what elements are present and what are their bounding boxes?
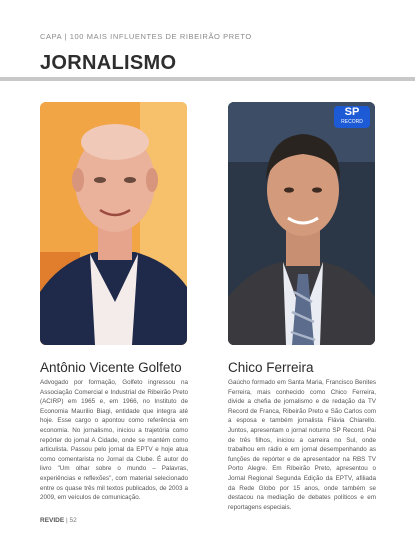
page-title: JORNALISMO (40, 52, 177, 74)
title-rule (0, 77, 415, 81)
profile-bio-golfeto: Advogado por formação, Golfeto ingressou na Associação Comercial e Industrial de Ribeirão Preto (ACIRP) em 1965 e, em 1966, no Instituto de Economia Maurilio Biagi, entidade que integra até hoje. Esse cargo o apontou como referência em economia. No jornalismo, iniciou a trajetória como repórter do jornal A Cidade, onde se mantém como articulista. Passou pelo jornal da EPTV e hoje atua como comentarista no Jornal da Clube. É autor do livro "Um olhar sobre o mundo – Palavras, experiências e reflexões", com material selecionado entre os quase três mil textos publicados, de 2003 a 2009, em veículos de comunicação. (40, 379, 188, 502)
profile-bio-ferreira: Gaúcho formado em Santa Maria, Francisco Benites Ferreira, mais conhecido como Chico Ferreira, divide a chefia de jornalismo e de redação da TV Record de Franca, Ribeirão Preto e São Carlos com a esposa e também jornalista Flávia Chiarello. Juntos, apresentam o jornal noturno SP Record. Pai de três filhos, iniciou a carreira no Sul, onde trabalhou em rádio e em jornal desempenhando as funções de repórter e de apresentador na RBS TV Porto Alegre. Em Ribeirão Preto, apresentou o Jornal Regional Segunda Edição da EPTV, afiliada da Rede Globo por 15 anos, onde também se destacou na mediação de debates políticos e em reportagens especiais. (228, 379, 376, 511)
sp-logo-text: SP (344, 106, 360, 118)
page-footer (40, 517, 77, 524)
section-header: CAPA | 100 MAIS INFLUENTES DE RIBEIRÃO PRETO (40, 32, 252, 41)
sp-record-logo (334, 106, 370, 128)
profile-name-ferreira: Chico Ferreira (228, 360, 314, 375)
portrait-photo-ferreira (228, 102, 375, 345)
footer-separator: | (66, 517, 68, 524)
portrait-photo-golfeto (40, 102, 187, 345)
profile-name-golfeto: Antônio Vicente Golfeto (40, 360, 182, 375)
record-logo-text: RECORD (341, 119, 363, 125)
magazine-name: REVIDE (40, 517, 65, 524)
page-number: 52 (69, 517, 77, 524)
